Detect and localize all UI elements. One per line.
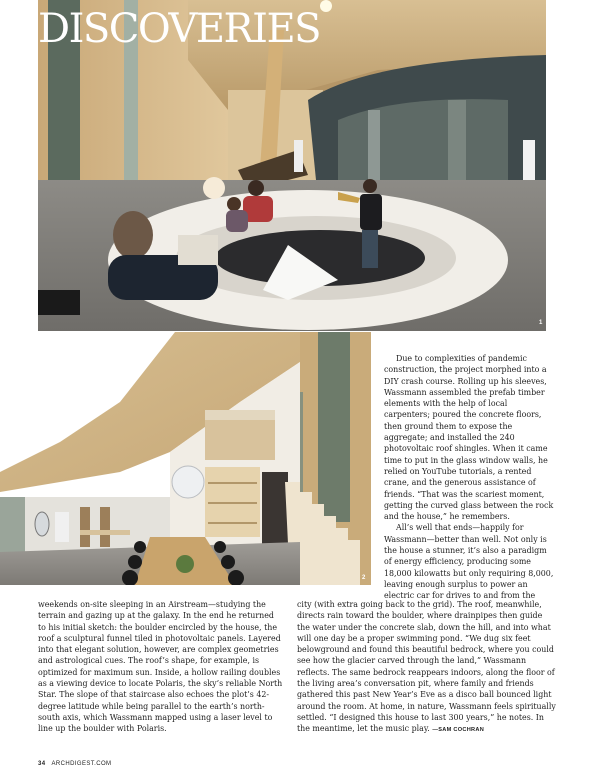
article-column-right-top [384, 353, 554, 602]
article-paragraph-text: city (with extra going back to the grid). The roof, meanwhile, directs rain toward the boulder, where drainpipes then guide the water under the concrete slab, down the hill, and into what will one day be a proper swimming pond. “We dug six feet belowground and found this beautiful bedrock, where you could see how the glacier carved through the land,” Wassmann reflects. The same bedrock reappears indoors, along the floor of the living area’s conversation pit, where family and friends gathered this past New Year’s Eve as a disco ball bounced light around the room. At home, in nature, Wassmann feels spiritually settled. “I designed this house to last 300 years,” he notes. In the meantime, let the music play. [297, 600, 556, 734]
article-paragraph: Due to complexities of pandemic construction, the project morphed into a DIY crash course. Rolling up his sleeves, Wassmann assembled the prefab timber elements with the help of local carpenters; poured the concrete floors, then ground them to expose the aggregate; and installed the 240 photovoltaic roof shingles. When it came time to put in the glass window walls, he relied on YouTube tutorials, a rented crane, and the generous assistance of friends. “That was the scariest moment, getting the curved glass between the rock and the house,” he remembers. [384, 354, 554, 522]
photo-number-1: 1 [539, 320, 543, 326]
section-title: DISCOVERIES [38, 6, 321, 52]
article-column-left-bottom [38, 599, 283, 735]
photo-number-2: 2 [362, 575, 366, 581]
byline: —SAM COCHRAN [432, 727, 485, 734]
article-paragraph [297, 599, 557, 737]
site-name: ARCHDIGEST.COM [51, 761, 112, 767]
staircase-illustration [0, 332, 371, 585]
article-paragraph: weekends on-site sleeping in an Airstream—studying the terrain and gazing up at the galaxy. In the end he returned to his initial sketch: the boulder encircled by the house, the roof a sculptural funnel tiled in photovoltaic panels. Layered into that elegant solution, however, are complex geometries and astrological cues. The roof’s shape, for example, is optimized for maximum sun. Inside, a hollow railing doubles as a viewing device to locate Polaris, the sky’s reliable North Star. The slope of that staircase also echoes the plot’s 42-degree latitude while being parallel to the earth’s north-south axis, which Wassmann mapped using a laser level to line up the boulder with Polaris. [38, 600, 283, 734]
page-footer [38, 761, 111, 767]
staircase-photo [0, 332, 371, 585]
article-paragraph: All’s well that ends—happily for Wassmann—better than well. Not only is the house a stunner, it’s also a paradigm of energy efficiency, producing some 18,000 kilowatts but only requiring 8,000, leaving enough surplus to power an electric car for drives to and from the [384, 523, 554, 601]
article-column-right-bottom [297, 599, 557, 737]
page-number: 34 [38, 761, 46, 767]
